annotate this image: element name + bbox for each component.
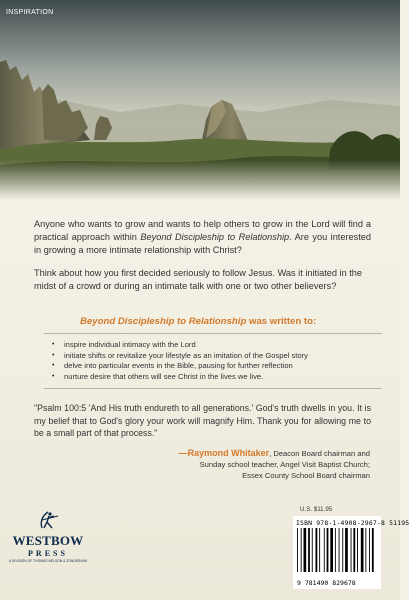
landscape-photo (0, 0, 400, 200)
intro-book-title: Beyond Discipleship to Relationship (140, 232, 290, 242)
intro-paragraph (34, 218, 371, 257)
isbn-number: ISBN 978-1-4908-2967-8 (296, 519, 386, 527)
barcode-number: 9 781490 829678 (297, 579, 356, 587)
publisher-tagline: A DIVISION OF THOMAS NELSON & ZONDERVAN (8, 559, 88, 563)
attribution-line-3: Essex County School Board chairman (242, 470, 370, 480)
heading-rest: was written to: (246, 316, 317, 327)
list-item: • delve into particular events in the Bible, pausing for further reflection (52, 361, 382, 372)
list-item: • nurture desire that others will see Christ in the lives we live. (52, 372, 382, 383)
think-paragraph: Think about how you first decided seriously to follow Jesus. Was it initiated in the midst of a crowd or during an intimate talk with one or two other believers? (34, 268, 363, 291)
price-code: 51195 (389, 519, 409, 527)
attribution-line-2: Sunday school teacher, Angel Visit Baptist Church; (199, 459, 370, 469)
endorsement-quote: "Psalm 100:5 'And His truth endureth to all generations.' God's truth dwells in you. It is my belief that to God's glory your work will magnify Him. Thank you for allowing me to be a small part of that process." (34, 403, 371, 438)
price-label: U.S. $11.95 (300, 506, 333, 513)
barcode-bars (297, 528, 377, 578)
written-to-heading (80, 316, 316, 327)
archer-icon (28, 510, 68, 530)
heading-book-title: Beyond Discipleship to Relationship (80, 316, 247, 327)
list-item: • initiate shifts or revitalize your lifestyle as an imitation of the Gospel story (52, 351, 382, 362)
publisher-logo (8, 510, 88, 563)
barcode (293, 516, 409, 589)
attribution-line-1 (110, 448, 370, 460)
endorser-name: —Raymond Whitaker (178, 448, 270, 458)
category-label: INSPIRATION (6, 9, 54, 16)
isbn-text (296, 519, 409, 527)
purpose-list (44, 333, 382, 389)
endorsement-attribution (110, 448, 370, 481)
publisher-press: PRESS (28, 549, 68, 558)
list-item: • inspire individual intimacy with the Lord (52, 340, 382, 351)
intro-text-2: . Are you interested in growing a more intimate relationship with Christ? (34, 232, 371, 255)
intro-text-1: Anyone who wants to grow and wants to help others to grow in the Lord will find a practical approach within (34, 219, 371, 242)
attribution-role-1: , Deacon Board chairman and (269, 449, 370, 458)
publisher-name: WESTBOW (12, 533, 84, 548)
